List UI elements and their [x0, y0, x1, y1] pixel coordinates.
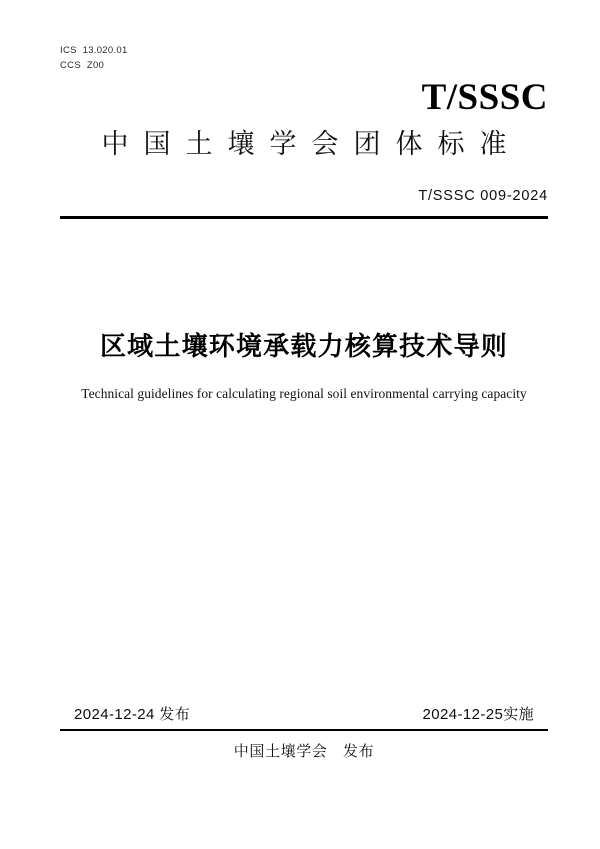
issue-date: 2024-12-24 发布 [74, 706, 191, 723]
classification-codes [60, 44, 128, 73]
footer-dates [60, 703, 548, 724]
footer-divider-rule [60, 729, 548, 731]
ics-code: ICS 13.020.01 [60, 45, 128, 56]
publisher-line: 中国土壤学会 发布 [233, 743, 375, 760]
association-standard-line: 中国土壤学会团体标准 [101, 129, 522, 159]
page-content-area [60, 0, 548, 849]
page-title: 区域土壤环境承载力核算技术导则 [99, 331, 508, 361]
page-subtitle-english: Technical guidelines for calculating regional soil environmental carrying capacity [81, 385, 527, 401]
effective-date: 2024-12-25实施 [422, 706, 534, 723]
standard-number: T/SSSC 009-2024 [418, 188, 548, 204]
standard-series-mark: T/SSSC [421, 77, 548, 118]
ccs-code: CCS Z00 [60, 59, 105, 71]
title-block [60, 330, 548, 402]
header-divider-rule [60, 216, 548, 219]
